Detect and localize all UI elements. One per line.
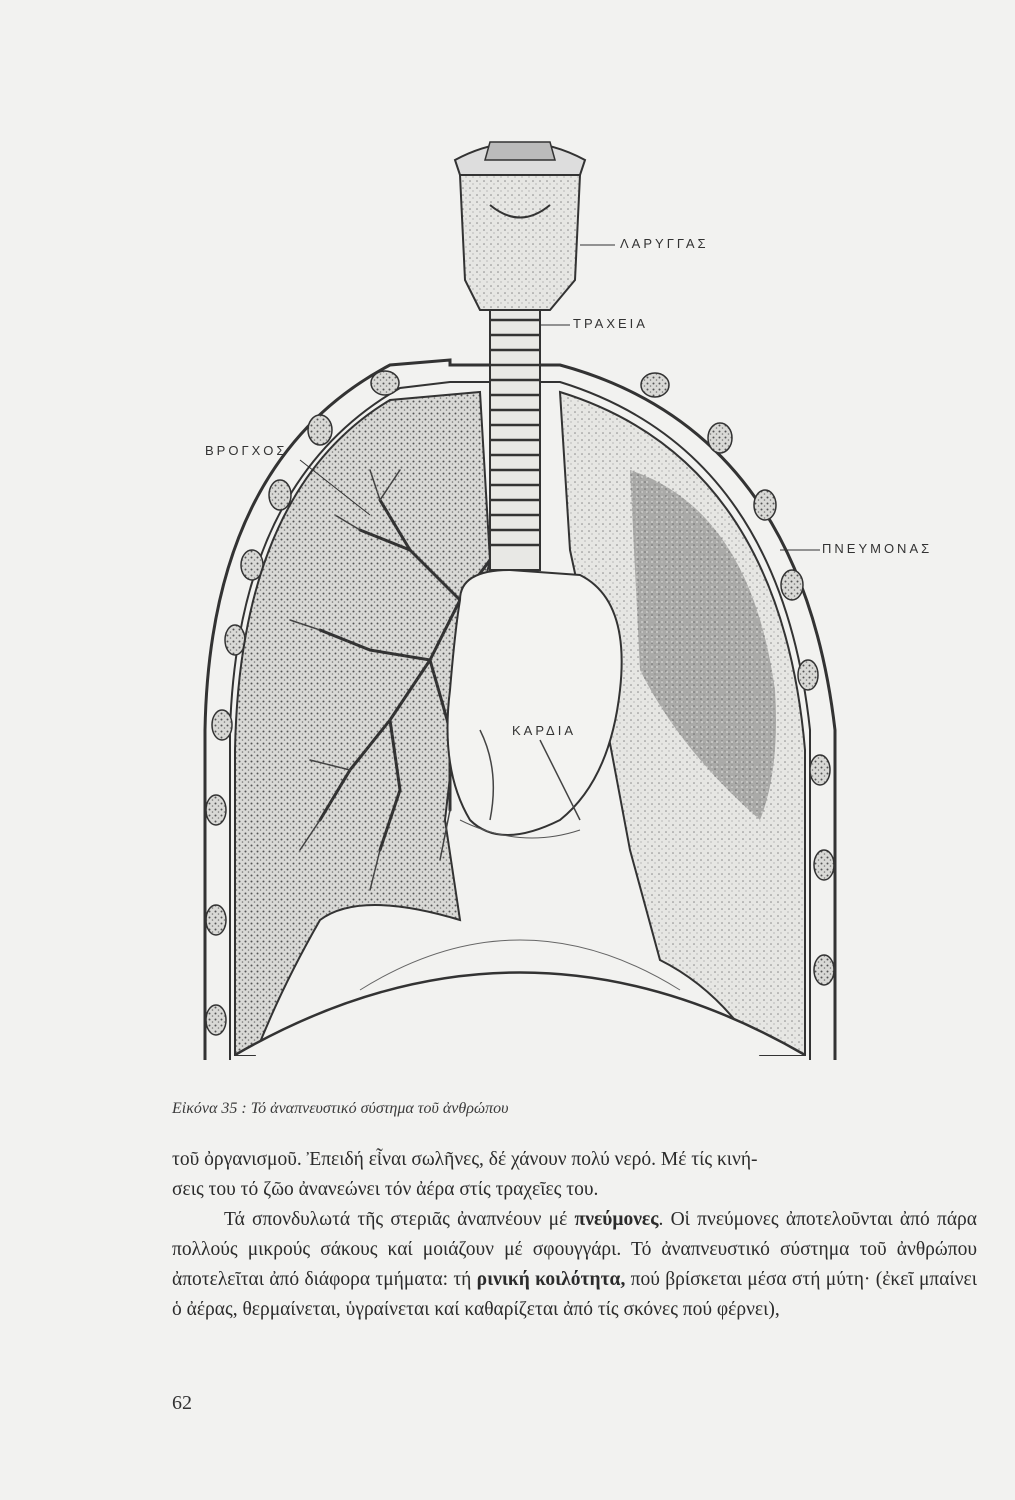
- figure-caption: Εἰκόνα 35 : Τό ἀναπνευστικό σύστημα τοῦ ἀνθρώπου: [172, 1100, 509, 1117]
- respiratory-system-illustration: [160, 130, 880, 1080]
- paragraph-2: [172, 1205, 977, 1325]
- paragraph-1-line-1: τοῦ ὀργανισμοῦ. Ἐπειδή εἶναι σωλῆνες, δέ χάνουν πολύ νερό. Μέ τίς κινή-: [172, 1149, 758, 1170]
- label-lung: ΠΝΕΥΜΟΝΑΣ: [822, 541, 933, 556]
- paragraph-1-line-2: σεις του τό ζῶο ἀνανεώνει τόν ἀέρα στίς τραχεῖες του.: [172, 1179, 599, 1200]
- term-lungs: πνεύμονες: [574, 1209, 659, 1230]
- term-nasal-cavity: ρινική κοιλότητα,: [476, 1269, 626, 1290]
- page-number: 62: [172, 1392, 192, 1414]
- body-text: [172, 1145, 977, 1325]
- respiratory-system-figure: [160, 130, 933, 1080]
- paragraph-2-text-start: Τά σπονδυλωτά τῆς στεριᾶς ἀναπνέουν μέ: [224, 1209, 575, 1230]
- label-trachea: ΤΡΑΧΕΙΑ: [573, 316, 648, 331]
- label-larynx: ΛΑΡΥΓΓΑΣ: [620, 236, 709, 251]
- label-bronchus: ΒΡΟΓΧΟΣ: [205, 443, 288, 458]
- label-heart: ΚΑΡΔΙΑ: [512, 723, 577, 738]
- paragraph-2-text-middle: . Οἱ πνεύμονες ἀποτελοῦνται ἀπό πάρα πολλούς μικρούς σάκους καί μοιάζουν μέ σφουγγάρι. Τό ἀναπνευστικό σύστημα τοῦ ἀνθρώπου ἀποτελεῖται ἀπό διάφορα τμήματα: τή: [172, 1209, 977, 1290]
- paragraph-2-text-end: πού βρίσκεται μέσα στή μύτη· (ἐκεῖ μπαίνει ὁ ἀέρας, θερμαίνεται, ὑγραίνεται καί καθαρίζεται ἀπό τίς σκόνες πού φέρνει),: [172, 1269, 977, 1320]
